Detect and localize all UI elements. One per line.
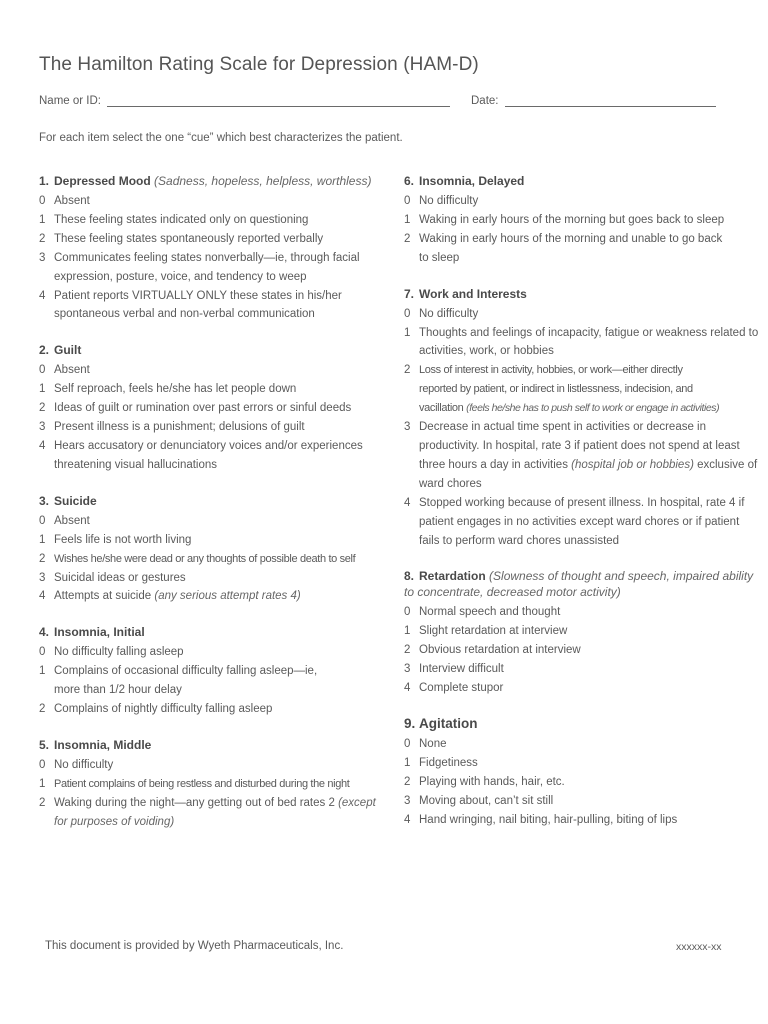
option-text-continued: to sleep bbox=[419, 251, 460, 264]
option-row[interactable] bbox=[404, 305, 760, 324]
option-score: 1 bbox=[39, 777, 46, 790]
option-text: Playing with hands, hair, etc. bbox=[419, 775, 565, 788]
item-insomnia-initial bbox=[39, 624, 397, 719]
option-score: 4 bbox=[39, 590, 46, 603]
item-agitation bbox=[404, 716, 760, 830]
option-row[interactable] bbox=[39, 569, 397, 588]
option-text: Waking in early hours of the morning but goes back to sleep bbox=[419, 213, 725, 226]
item-work-interests bbox=[404, 286, 760, 551]
option-text: Communicates feeling states nonverbally—ie, through facial expression, posture, voice, and tendency to weep bbox=[54, 251, 360, 283]
option-text: Hears accusatory or denunciatory voices and/or experiences threatening visual hallucinations bbox=[54, 439, 363, 471]
item-title: Insomnia, Delayed bbox=[419, 174, 525, 188]
item-insomnia-middle bbox=[39, 737, 397, 832]
option-text: Complete stupor bbox=[419, 682, 504, 695]
option-text: Feels life is not worth living bbox=[54, 533, 192, 546]
option-text-continued: reported by patient, or indirect in listlessness, indecision, and bbox=[419, 383, 693, 396]
right-column bbox=[404, 173, 760, 847]
option-row[interactable] bbox=[404, 418, 760, 494]
option-score: 0 bbox=[404, 307, 411, 320]
date-field[interactable] bbox=[471, 93, 716, 107]
option-text: Ideas of guilt or rumination over past errors or sinful deeds bbox=[54, 402, 352, 415]
option-text: Present illness is a punishment; delusions of guilt bbox=[54, 421, 305, 434]
option-text: Loss of interest in activity, hobbies, or work—either directly bbox=[419, 364, 683, 377]
option-row[interactable] bbox=[39, 361, 397, 380]
option-text: Absent bbox=[54, 364, 90, 377]
option-row[interactable] bbox=[404, 792, 760, 811]
option-score: 4 bbox=[39, 439, 46, 452]
option-score: 1 bbox=[39, 213, 46, 226]
option-text: These feeling states spontaneously reported verbally bbox=[54, 232, 324, 245]
option-text: Wishes he/she were dead or any thoughts of possible death to self bbox=[54, 552, 356, 565]
option-text-continued: exclusive of ward chores bbox=[419, 458, 758, 490]
footer-code: xxxxxx-xx bbox=[676, 941, 722, 953]
option-score: 0 bbox=[39, 364, 46, 377]
option-text: Decrease in actual time spent in activities or decrease in productivity. In hospital, rate 3 if patient does not spend at least three hours a day in activities bbox=[419, 421, 740, 471]
option-text: Interview difficult bbox=[419, 663, 504, 676]
option-note: (any serious attempt rates 4) bbox=[154, 590, 301, 603]
option-text: No difficulty falling asleep bbox=[54, 646, 184, 659]
item-number: 6. bbox=[404, 174, 415, 188]
option-text: Obvious retardation at interview bbox=[419, 644, 581, 657]
option-row[interactable] bbox=[39, 399, 397, 418]
option-text: None bbox=[419, 737, 447, 750]
option-score: 4 bbox=[404, 496, 411, 509]
option-text: Complains of nightly difficulty falling asleep bbox=[54, 703, 273, 716]
option-score: 2 bbox=[39, 232, 46, 245]
item-suicide bbox=[39, 493, 397, 607]
option-row[interactable] bbox=[404, 660, 760, 679]
option-row[interactable] bbox=[404, 192, 760, 211]
option-text: Normal speech and thought bbox=[419, 606, 561, 619]
page-title: The Hamilton Rating Scale for Depression (HAM-D) bbox=[39, 54, 479, 75]
option-score: 3 bbox=[404, 421, 411, 434]
option-row[interactable] bbox=[39, 380, 397, 399]
item-number: 7. bbox=[404, 286, 415, 301]
option-score: 2 bbox=[39, 703, 46, 716]
option-row[interactable] bbox=[404, 211, 760, 230]
option-row[interactable] bbox=[404, 230, 760, 268]
option-text: Attempts at suicide bbox=[54, 590, 152, 603]
item-title: Retardation bbox=[419, 569, 486, 584]
option-text: Patient complains of being restless and disturbed during the night bbox=[54, 777, 350, 790]
item-depressed-mood bbox=[39, 173, 397, 324]
footer-provider: This document is provided by Wyeth Pharmaceuticals, Inc. bbox=[45, 940, 344, 952]
option-score: 1 bbox=[404, 326, 411, 339]
option-text: Thoughts and feelings of incapacity, fatigue or weakness related to activities, work, or hobbies bbox=[419, 326, 759, 358]
option-score: 0 bbox=[39, 514, 46, 527]
name-field[interactable] bbox=[39, 93, 450, 107]
option-row[interactable] bbox=[39, 550, 397, 569]
item-title: Insomnia, Middle bbox=[54, 737, 152, 752]
item-title: Insomnia, Initial bbox=[54, 625, 145, 640]
option-score: 1 bbox=[39, 665, 46, 678]
option-row[interactable] bbox=[39, 662, 397, 700]
option-row[interactable] bbox=[39, 587, 397, 606]
option-note: (feels he/she has to push self to work or engage in activities) bbox=[466, 402, 720, 415]
item-heading bbox=[404, 568, 760, 600]
option-row[interactable] bbox=[404, 361, 760, 418]
item-title: Agitation bbox=[419, 715, 478, 731]
option-row[interactable] bbox=[404, 603, 760, 622]
item-retardation bbox=[404, 568, 760, 698]
option-note: (hospital job or hobbies) bbox=[571, 458, 694, 471]
item-number: 5. bbox=[39, 737, 50, 752]
option-text: Waking during the night—any getting out of bed rates 2 bbox=[54, 796, 335, 809]
option-row[interactable] bbox=[39, 230, 397, 249]
option-text-continued: vacillation bbox=[419, 402, 464, 415]
option-score: 3 bbox=[404, 794, 411, 807]
item-description: (Slowness of thought and speech, impaired ability to concentrate, decreased motor activity) bbox=[404, 569, 754, 600]
option-text: These feeling states indicated only on questioning bbox=[54, 213, 309, 226]
option-row[interactable] bbox=[404, 773, 760, 792]
option-score: 2 bbox=[404, 232, 411, 245]
option-score: 0 bbox=[404, 606, 411, 619]
option-row[interactable] bbox=[39, 512, 397, 531]
date-input-line[interactable] bbox=[505, 93, 716, 107]
item-number: 2. bbox=[39, 343, 50, 358]
item-title: Work and Interests bbox=[419, 286, 527, 301]
option-score: 0 bbox=[39, 758, 46, 771]
item-heading bbox=[404, 716, 760, 732]
item-title: Depressed Mood bbox=[54, 174, 151, 188]
option-score: 4 bbox=[404, 813, 411, 826]
item-number: 8. bbox=[404, 569, 415, 584]
option-score: 1 bbox=[39, 533, 46, 546]
option-row[interactable] bbox=[404, 679, 760, 698]
option-row[interactable] bbox=[39, 794, 397, 832]
option-score: 4 bbox=[404, 682, 411, 695]
item-guilt bbox=[39, 342, 397, 474]
option-row[interactable] bbox=[404, 622, 760, 641]
item-title: Suicide bbox=[54, 493, 97, 508]
option-row[interactable] bbox=[39, 775, 397, 794]
name-input-line[interactable] bbox=[107, 93, 450, 107]
option-text: Patient reports VIRTUALLY ONLY these states in his/her spontaneous verbal and non-verbal communication bbox=[54, 289, 342, 321]
item-number: 9. bbox=[404, 715, 416, 731]
option-row[interactable] bbox=[39, 531, 397, 550]
option-score: 0 bbox=[404, 737, 411, 750]
date-label: Date: bbox=[471, 95, 499, 107]
item-title: Guilt bbox=[54, 343, 82, 358]
item-heading bbox=[39, 173, 397, 189]
item-heading bbox=[39, 624, 397, 640]
option-text: Hand wringing, nail biting, hair-pulling, biting of lips bbox=[419, 813, 678, 826]
option-row[interactable] bbox=[39, 418, 397, 437]
option-text: Self reproach, feels he/she has let people down bbox=[54, 383, 297, 396]
item-heading bbox=[404, 173, 760, 189]
item-heading bbox=[39, 737, 397, 753]
option-text: Suicidal ideas or gestures bbox=[54, 571, 186, 584]
item-description: (Sadness, hopeless, helpless, worthless) bbox=[154, 174, 372, 188]
option-text: No difficulty bbox=[419, 195, 479, 207]
option-score: 0 bbox=[39, 195, 46, 207]
option-score: 4 bbox=[39, 289, 46, 302]
item-number: 3. bbox=[39, 493, 50, 508]
item-insomnia-delayed bbox=[404, 173, 760, 268]
option-row[interactable] bbox=[404, 754, 760, 773]
option-row[interactable] bbox=[404, 641, 760, 660]
option-score: 2 bbox=[404, 644, 411, 657]
instructions: For each item select the one “cue” which best characterizes the patient. bbox=[39, 132, 403, 144]
option-score: 3 bbox=[404, 663, 411, 676]
option-text: No difficulty bbox=[419, 307, 479, 320]
option-row[interactable] bbox=[39, 211, 397, 230]
option-text: Absent bbox=[54, 514, 90, 527]
name-label: Name or ID: bbox=[39, 95, 101, 107]
option-row[interactable] bbox=[39, 287, 397, 325]
option-score: 2 bbox=[404, 775, 411, 788]
option-row[interactable] bbox=[404, 735, 760, 754]
option-score: 0 bbox=[39, 646, 46, 659]
item-heading bbox=[39, 342, 397, 358]
option-text-continued: more than 1/2 hour delay bbox=[54, 684, 182, 697]
option-score: 3 bbox=[39, 251, 46, 264]
option-score: 3 bbox=[39, 571, 46, 584]
option-score: 2 bbox=[39, 552, 46, 565]
item-heading bbox=[404, 286, 760, 302]
option-row[interactable] bbox=[39, 437, 397, 475]
item-number: 4. bbox=[39, 625, 50, 640]
option-text: Moving about, can’t sit still bbox=[419, 794, 554, 807]
option-score: 1 bbox=[404, 625, 411, 638]
option-row[interactable] bbox=[39, 643, 397, 662]
option-score: 2 bbox=[404, 364, 411, 377]
option-row[interactable] bbox=[39, 249, 397, 287]
option-text: No difficulty bbox=[54, 758, 114, 771]
option-row[interactable] bbox=[39, 700, 397, 719]
option-score: 3 bbox=[39, 421, 46, 434]
option-text: Fidgetiness bbox=[419, 756, 478, 769]
option-row[interactable] bbox=[404, 324, 760, 362]
option-score: 0 bbox=[404, 195, 411, 207]
option-text: Complains of occasional difficulty falling asleep—ie, bbox=[54, 665, 318, 678]
option-row[interactable] bbox=[39, 192, 397, 211]
option-text: Stopped working because of present illness. In hospital, rate 4 if patient engages in no activities except ward chores or if patient fails to perform ward chores unassisted bbox=[419, 496, 745, 547]
left-column bbox=[39, 173, 397, 850]
option-score: 2 bbox=[39, 402, 46, 415]
option-row[interactable] bbox=[39, 756, 397, 775]
option-row[interactable] bbox=[404, 494, 760, 551]
option-text: Absent bbox=[54, 195, 90, 207]
option-text: Slight retardation at interview bbox=[419, 625, 568, 638]
option-note: (except for purposes of voiding) bbox=[54, 796, 376, 828]
option-score: 1 bbox=[404, 756, 411, 769]
option-text: Waking in early hours of the morning and unable to go back bbox=[419, 232, 723, 245]
option-score: 1 bbox=[39, 383, 46, 396]
item-number: 1. bbox=[39, 174, 50, 188]
option-score: 2 bbox=[39, 796, 46, 809]
item-heading bbox=[39, 493, 397, 509]
option-score: 1 bbox=[404, 213, 411, 226]
option-row[interactable] bbox=[404, 811, 760, 830]
